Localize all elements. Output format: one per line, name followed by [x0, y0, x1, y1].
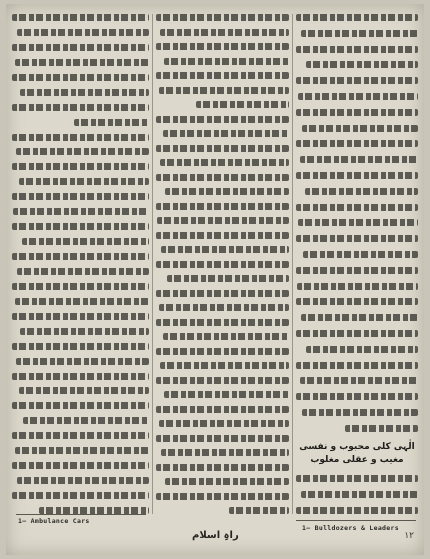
- text-column-right: [296, 14, 418, 514]
- footnote-rule: [296, 520, 416, 521]
- text-column-left: [12, 14, 149, 514]
- column-divider: [152, 14, 153, 514]
- arabic-quote-line-1: الٰہی کلی محبوب و نفسی: [299, 441, 415, 452]
- footnote-left: 1— Ambulance Cars: [18, 517, 90, 525]
- arabic-quote-heading: [296, 441, 418, 467]
- footnote-rule: [16, 514, 146, 515]
- arabic-quote-line-2: مغیب و عقلی مغلوب: [310, 454, 404, 465]
- text-column-middle: [156, 14, 289, 514]
- footnote-right: 1— Bulldozers & Leaders: [302, 524, 399, 532]
- magazine-page: [6, 4, 424, 555]
- magazine-title: راہِ اسلام: [192, 530, 239, 541]
- column-divider: [292, 14, 293, 514]
- page-number: ۱۲: [404, 531, 414, 541]
